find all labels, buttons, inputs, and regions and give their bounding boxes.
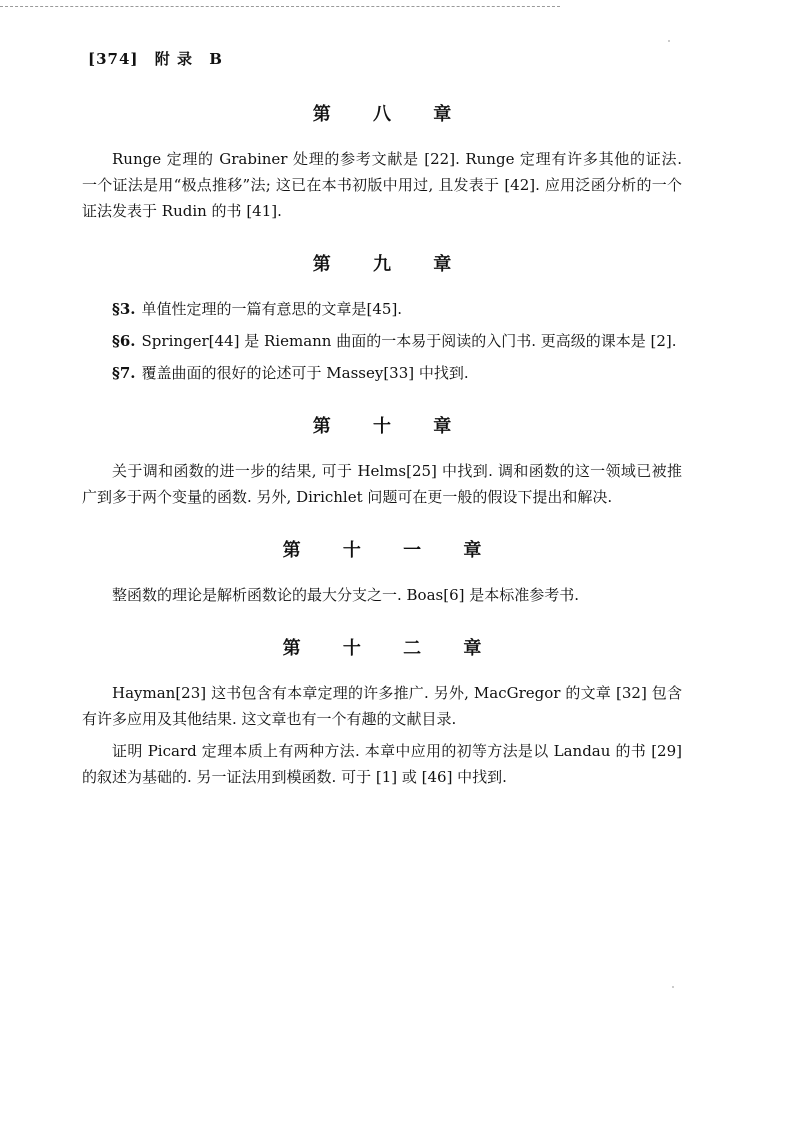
section-mark: §7. bbox=[112, 364, 136, 382]
page-header bbox=[88, 48, 223, 69]
top-border-rule bbox=[0, 6, 560, 7]
section-paragraph bbox=[82, 360, 682, 386]
section-paragraph bbox=[82, 328, 682, 354]
section-text: 覆盖曲面的很好的论述可于 Massey[33] 中找到. bbox=[141, 364, 469, 382]
page-content bbox=[82, 100, 682, 796]
chapter-title: 第 十 二 章 bbox=[282, 638, 500, 659]
chapter-title: 第 十 章 bbox=[312, 416, 470, 437]
paragraph: Runge 定理的 Grabiner 处理的参考文献是 [22]. Runge 定理有许多其他的证法. 一个证法是用“极点推移”法; 这已在本书初版中用过, 且发表于 [42]. 应用泛函分析的一个证法发表于 Rudin 的书 [41]. bbox=[82, 150, 682, 220]
section-paragraph bbox=[82, 296, 682, 322]
section-text: 单值性定理的一篇有意思的文章是[45]. bbox=[141, 300, 403, 318]
paragraph: 关于调和函数的进一步的结果, 可于 Helms[25] 中找到. 调和函数的这一领域已被推广到多于两个变量的函数. 另外, Dirichlet 问题可在更一般的假设下提出和解决. bbox=[82, 462, 682, 506]
chapter-8 bbox=[82, 100, 682, 224]
section-text: Springer[44] 是 Riemann 曲面的一本易于阅读的入门书. 更高级的课本是 [2]. bbox=[141, 332, 677, 350]
scan-speck bbox=[672, 986, 674, 988]
chapter-9 bbox=[82, 250, 682, 386]
scan-speck bbox=[668, 40, 670, 42]
paragraph: 整函数的理论是解析函数论的最大分支之一. Boas[6] 是本标准参考书. bbox=[112, 586, 580, 604]
paragraph: 证明 Picard 定理本质上有两种方法. 本章中应用的初等方法是以 Landau 的书 [29] 的叙述为基础的. 另一证法用到模函数. 可于 [1] 或 [46] 中找到. bbox=[82, 742, 682, 786]
section-mark: §6. bbox=[112, 332, 136, 350]
chapter-12 bbox=[82, 634, 682, 790]
chapter-title: 第 八 章 bbox=[312, 104, 470, 125]
paragraph: Hayman[23] 这书包含有本章定理的许多推广. 另外, MacGregor 的文章 [32] 包含有许多应用及其他结果. 这文章也有一个有趣的文献目录. bbox=[82, 684, 682, 728]
chapter-title: 第 十 一 章 bbox=[282, 540, 500, 561]
chapter-title: 第 九 章 bbox=[312, 254, 470, 275]
appendix-letter: B bbox=[209, 50, 223, 68]
chapter-11 bbox=[82, 536, 682, 608]
chapter-10 bbox=[82, 412, 682, 510]
page-number: [374] bbox=[88, 50, 139, 68]
section-mark: §3. bbox=[112, 300, 136, 318]
appendix-label: 附 录 bbox=[154, 50, 193, 68]
